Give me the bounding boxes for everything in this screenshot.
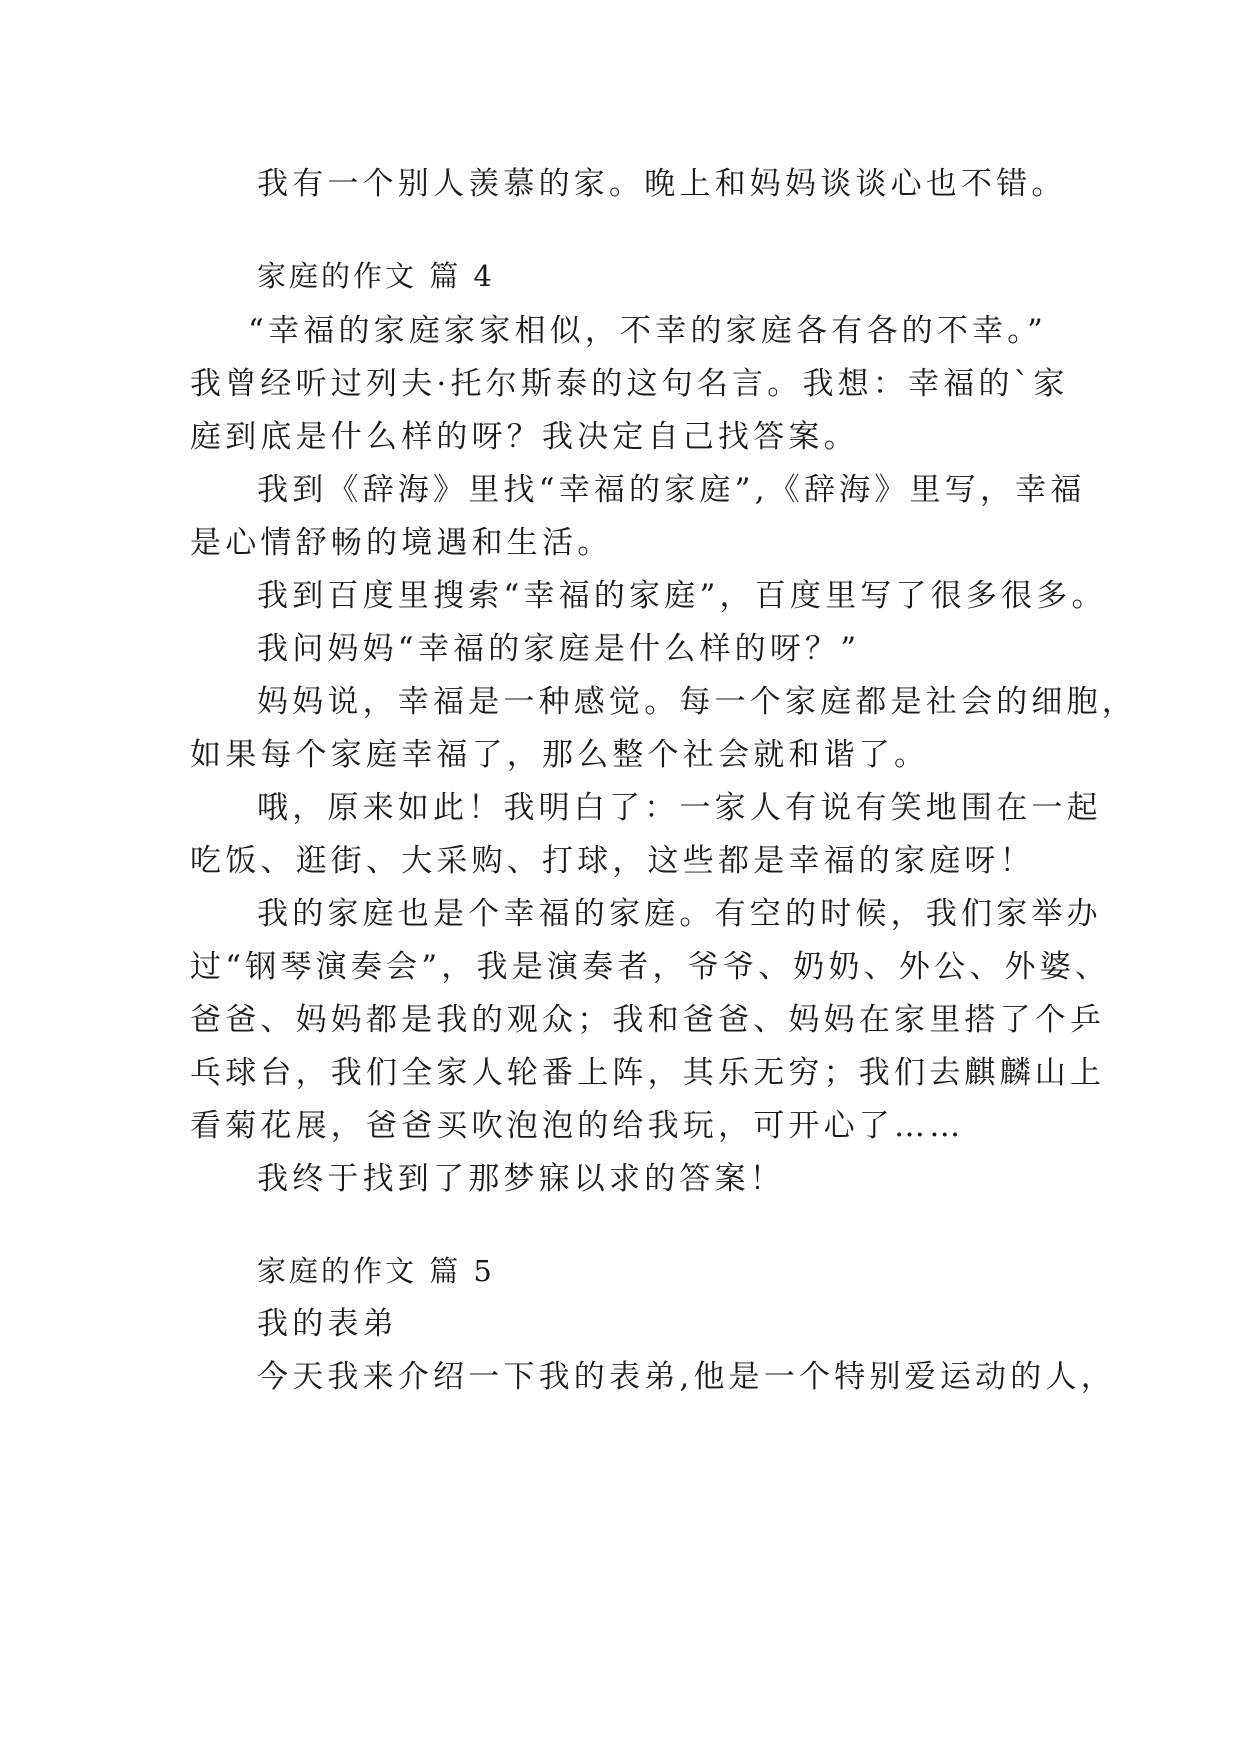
paragraph-line: 我曾经听过列夫·托尔斯泰的这句名言。我想：幸福的`家 <box>190 366 1069 402</box>
paragraph-line: “幸福的家庭家家相似，不幸的家庭各有各的不幸。” <box>248 313 1047 349</box>
paragraph-line: 我到《辞海》里找“幸福的家庭”,《辞海》里写，幸福 <box>257 472 1086 508</box>
paragraph-line: 哦，原来如此！我明白了：一家人有说有笑地围在一起 <box>257 790 1102 826</box>
paragraph-line: 过“钢琴演奏会”，我是演奏者，爷爷、奶奶、外公、外婆、 <box>190 949 1111 985</box>
paragraph-line: 我终于找到了那梦寐以求的答案！ <box>257 1161 785 1197</box>
paragraph-line: 吃饭、逛街、大采购、打球，这些都是幸福的家庭呀！ <box>190 843 1035 879</box>
paragraph-line: 我到百度里搜索“幸福的家庭”，百度里写了很多很多。 <box>257 578 1107 614</box>
paragraph-line: 如果每个家庭幸福了，那么整个社会就和谐了。 <box>190 737 930 773</box>
paragraph-line: 我有一个别人羡慕的家。晚上和妈妈谈谈心也不错。 <box>257 166 1067 202</box>
paragraph-line: 妈妈说，幸福是一种感觉。每一个家庭都是社会的细胞， <box>257 684 1137 720</box>
paragraph-line: 乓球台，我们全家人轮番上阵，其乐无穷；我们去麒麟山上 <box>190 1055 1106 1091</box>
essay-heading: 家庭的作文 篇 5 <box>257 1254 495 1288</box>
paragraph-line: 我问妈妈“幸福的家庭是什么样的呀？” <box>257 631 861 667</box>
paragraph-line: 庭到底是什么样的呀？我决定自己找答案。 <box>190 419 859 455</box>
paragraph-line: 看菊花展，爸爸买吹泡泡的给我玩，可开心了…… <box>190 1108 965 1144</box>
essay-heading: 家庭的作文 篇 4 <box>257 259 495 293</box>
paragraph-line: 我的家庭也是个幸福的家庭。有空的时候，我们家举办 <box>257 896 1102 932</box>
paragraph-line: 今天我来介绍一下我的表弟,他是一个特别爱运动的人， <box>257 1359 1116 1395</box>
paragraph-line: 爸爸、妈妈都是我的观众；我和爸爸、妈妈在家里搭了个乒 <box>190 1002 1106 1038</box>
paragraph-line: 是心情舒畅的境遇和生活。 <box>190 525 613 561</box>
essay-title: 我的表弟 <box>257 1306 398 1342</box>
